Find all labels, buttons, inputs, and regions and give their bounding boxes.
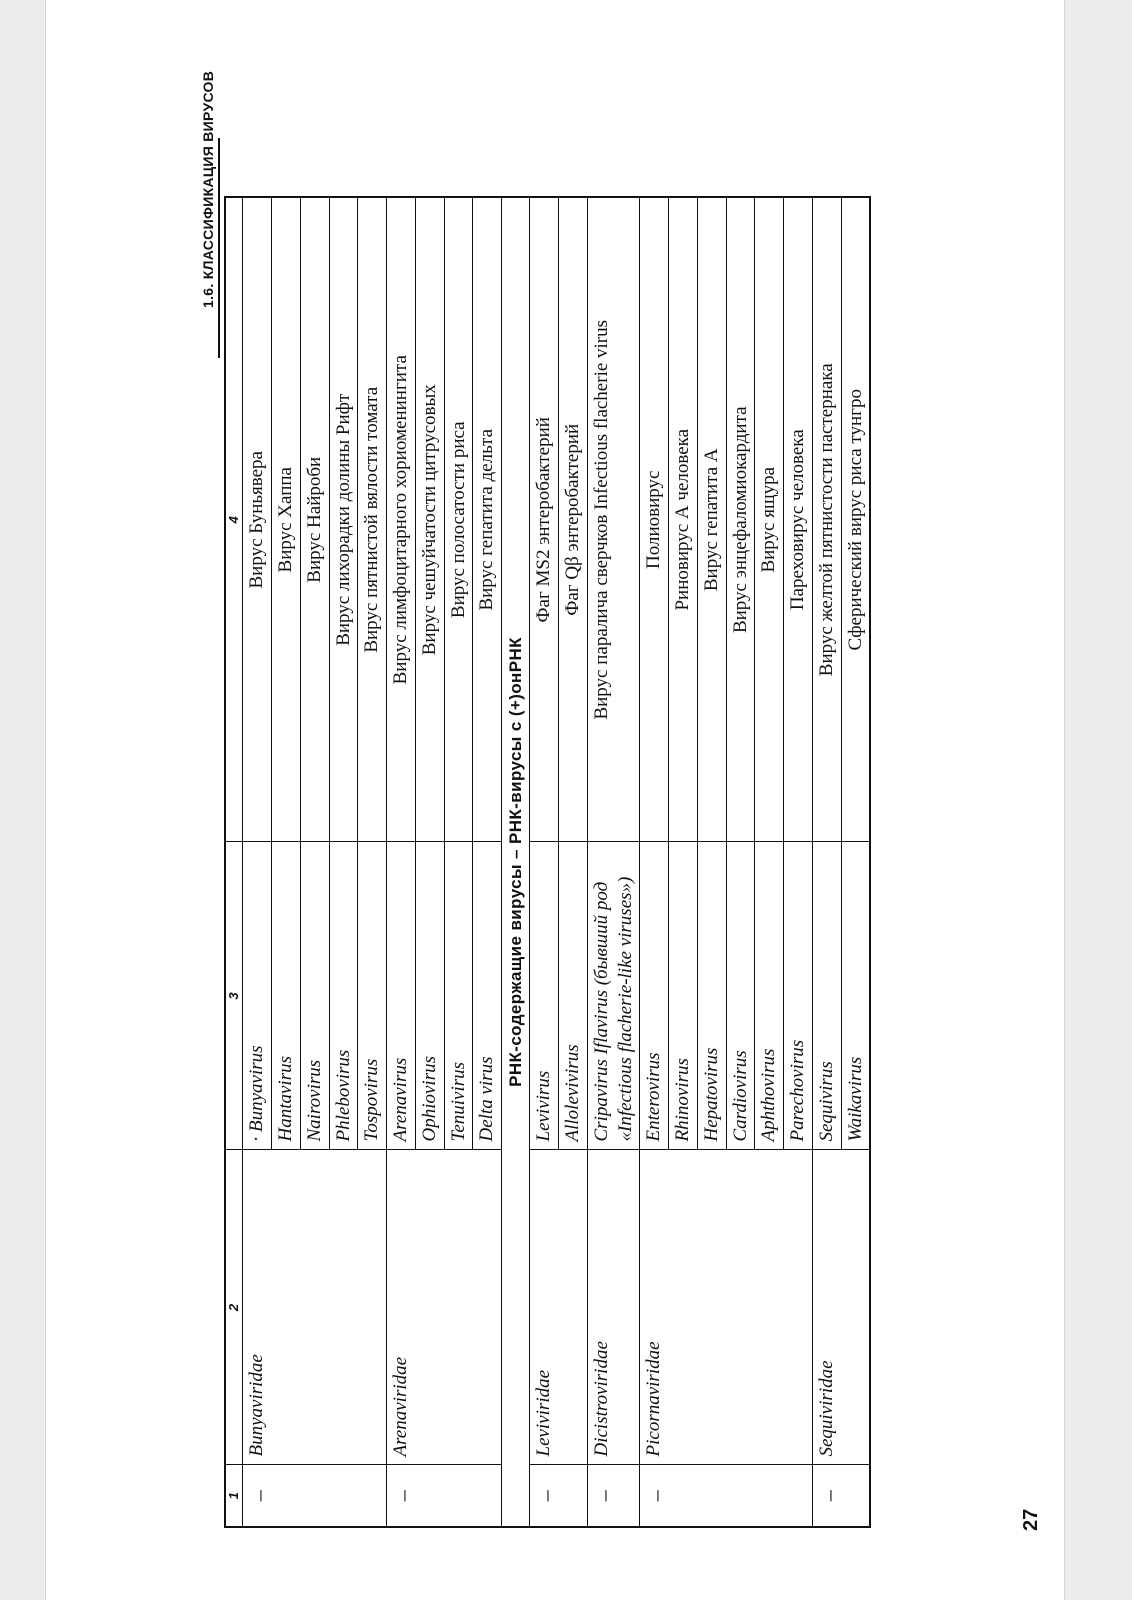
family-cell: Sequiviridae	[812, 1150, 870, 1465]
genus-cell: Phlebovirus	[329, 842, 358, 1150]
genus-cell: Nairovirus	[300, 842, 329, 1150]
genus-cell: Delta virus	[473, 842, 502, 1150]
order-cell: –	[587, 1465, 640, 1527]
column-header-3: 3	[225, 842, 243, 1150]
section-title: РНК-содержащие вирусы – РНК-вирусы с (+)онРНК	[502, 197, 530, 1527]
genus-cell: Levivirus	[530, 842, 559, 1150]
species-cell: Вирус лимфоцитарного хориоменингита	[387, 197, 416, 842]
genus-cell: Tospovirus	[358, 842, 387, 1150]
column-header-2: 2	[225, 1150, 243, 1465]
genus-cell: Aphthovirus	[755, 842, 784, 1150]
genus-cell: Cripavirus Iflavirus (бывший род «Infectious flacherie-like viruses»)	[587, 842, 640, 1150]
genus-cell: Allolevivirus	[559, 842, 588, 1150]
family-cell: Arenaviridae	[387, 1150, 502, 1465]
table-row	[812, 197, 841, 1527]
species-cell: Вирус паралича сверчков Infectious flacherie virus	[587, 197, 640, 842]
table-row	[530, 197, 559, 1527]
order-cell: –	[530, 1465, 588, 1527]
species-cell: Вирус гепатита А	[697, 197, 726, 842]
column-header-1: 1	[225, 1465, 243, 1527]
table-row	[387, 197, 416, 1527]
header-row	[225, 197, 243, 1527]
table-row	[243, 197, 272, 1527]
rotated-content	[194, 70, 1054, 1531]
genus-cell: Ophiovirus	[415, 842, 444, 1150]
species-cell: Вирус полосатости риса	[444, 197, 473, 842]
species-cell: Фаг Qβ энтеробактерий	[559, 197, 588, 842]
genus-cell: Hantavirus	[272, 842, 301, 1150]
table-row	[587, 197, 640, 1527]
genus-cell: Tenuivirus	[444, 842, 473, 1150]
order-cell: –	[243, 1465, 387, 1527]
species-cell: Вирус чешуйчатости цитрусовых	[415, 197, 444, 842]
family-cell: Bunyaviridae	[243, 1150, 387, 1465]
order-cell: –	[640, 1465, 813, 1527]
genus-cell: Waikavirus	[841, 842, 870, 1150]
header-rule	[218, 138, 220, 358]
species-cell: Пареховирус человека	[784, 197, 813, 842]
genus-cell: Hepatovirus	[697, 842, 726, 1150]
species-cell: Вирус энцефаломиокардита	[726, 197, 755, 842]
running-header: 1.6. КЛАССИФИКАЦИЯ ВИРУСОВ	[200, 70, 216, 308]
species-cell: Вирус пятнистой вялости томата	[358, 197, 387, 842]
table-row	[640, 197, 669, 1527]
species-cell: Вирус желтой пятнистости пастернака	[812, 197, 841, 842]
species-cell: Вирус Буньявера	[243, 197, 272, 842]
species-cell: Вирус лихорадки долины Рифт	[329, 197, 358, 842]
species-cell: Полиовирус	[640, 197, 669, 842]
genus-cell: Enterovirus	[640, 842, 669, 1150]
column-header-4: 4	[225, 197, 243, 842]
page-number: 27	[1020, 1508, 1042, 1531]
order-cell: –	[812, 1465, 870, 1527]
species-cell: Сферический вирус риса тунгро	[841, 197, 870, 842]
genus-cell: Parechovirus	[784, 842, 813, 1150]
genus-cell: Arenavirus	[387, 842, 416, 1150]
family-cell: Picornaviridae	[640, 1150, 813, 1465]
genus-cell: Cardiovirus	[726, 842, 755, 1150]
family-cell: Leviviridae	[530, 1150, 588, 1465]
scanned-page	[45, 0, 1065, 1600]
genus-cell: · Bunyavirus	[243, 842, 272, 1150]
species-cell: Фаг MS2 энтеробактерий	[530, 197, 559, 842]
order-cell: –	[387, 1465, 502, 1527]
family-cell: Dicistroviridae	[587, 1150, 640, 1465]
section-row	[502, 197, 530, 1527]
genus-cell: Sequivirus	[812, 842, 841, 1150]
species-cell: Вирус Найроби	[300, 197, 329, 842]
virus-classification-table	[224, 196, 871, 1528]
genus-cell: Rhinovirus	[669, 842, 698, 1150]
species-cell: Вирус ящура	[755, 197, 784, 842]
species-cell: Вирус Хаппа	[272, 197, 301, 842]
species-cell: Риновирус А человека	[669, 197, 698, 842]
species-cell: Вирус гепатита дельта	[473, 197, 502, 842]
